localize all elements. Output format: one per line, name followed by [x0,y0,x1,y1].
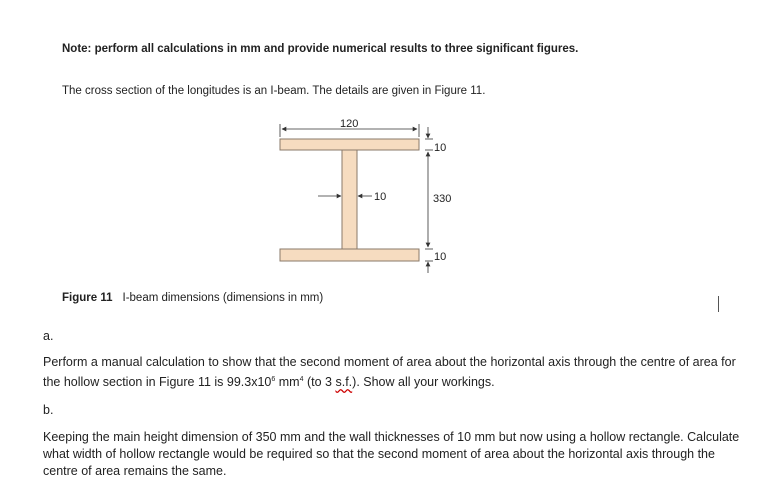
web-height-dimension-label: 330 [433,193,452,205]
figure-caption-text: I-beam dimensions (dimensions in mm) [122,292,324,304]
top-flange [280,139,419,150]
question-b-label: b. [43,403,54,417]
intro-text: The cross section of the longitudes is an I-beam. The details are given in Figure 11. [62,85,486,97]
text-cursor [718,296,719,312]
question-a-label: a. [43,329,54,343]
question-b-text: Keeping the main height dimension of 350 mm and the wall thicknesses of 10 mm but now using a hollow rectangle. Calculate what width of hollow rectangle would be required so that the second moment of area about the horizontal axis through the centre of area remains the same. [43,430,740,478]
note-text: Note: perform all calculations in mm and provide numerical results to three significant figures. [62,43,579,55]
bottom-flange-dimension-label: 10 [434,251,447,263]
top-flange-dimension-label: 10 [434,142,447,154]
spellcheck-flag[interactable]: s.f. [335,375,353,390]
web [342,150,357,249]
figure-caption-label: Figure 11 [62,292,113,304]
bottom-flange [280,249,419,261]
web-thickness-dimension-label: 10 [374,191,387,203]
figure-caption [62,292,323,304]
question-a-text: Perform a manual calculation to show that the second moment of area about the horizontal axis through the centre of area for the hollow section in Figure 11 is $99.3x10^6$ $mm^4$ (to 3 s.f.). Show all your workings. [43,355,736,390]
width-dimension-label: 120 [340,118,359,130]
